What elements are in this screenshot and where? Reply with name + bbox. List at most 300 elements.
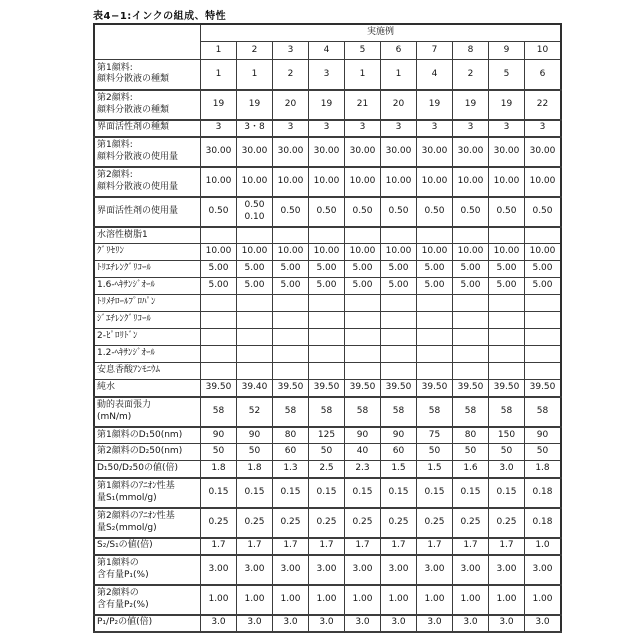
table-row (94, 508, 561, 538)
table-cell: 1.7 (381, 538, 417, 555)
table-cell: 1 (237, 60, 273, 90)
table-row (94, 538, 561, 555)
table-cell (273, 295, 309, 312)
column-group-header: 実施例 (201, 24, 562, 42)
table-cell: 30.00 (381, 137, 417, 167)
table-cell: 20 (273, 90, 309, 120)
row-label: P₁/P₂の値(倍) (94, 615, 201, 632)
table-cell: 60 (381, 444, 417, 461)
row-label: 第1顔料: 顔料分散液の使用量 (94, 137, 201, 167)
table-cell: 30.00 (345, 137, 381, 167)
table-cell (237, 346, 273, 363)
row-label: 水溶性樹脂1 (94, 227, 201, 244)
table-row (94, 427, 561, 444)
row-label: 第1顔料のｱﾆｵﾝ性基 量S₁(mmol/g) (94, 478, 201, 508)
table-cell: 3.0 (489, 461, 525, 478)
table-cell: 0.50 (273, 197, 309, 227)
table-row (94, 244, 561, 261)
table-cell: 1.00 (489, 585, 525, 615)
table-cell: 5.00 (273, 261, 309, 278)
column-header: 1 (201, 42, 237, 60)
ink-composition-table-container (93, 23, 562, 633)
table-cell: 1.00 (309, 585, 345, 615)
table-cell: 0.50 (525, 197, 562, 227)
table-cell: 1.00 (453, 585, 489, 615)
table-row (94, 278, 561, 295)
table-cell (273, 227, 309, 244)
table-cell: 80 (453, 427, 489, 444)
table-cell: 3.00 (201, 555, 237, 585)
table-cell (201, 295, 237, 312)
table-cell: 5.00 (201, 261, 237, 278)
table-row (94, 380, 561, 397)
table-cell: 1.7 (453, 538, 489, 555)
table-cell (489, 363, 525, 380)
table-row (94, 585, 561, 615)
table-cell: 30.00 (453, 137, 489, 167)
table-cell: 10.00 (309, 244, 345, 261)
row-label: ﾄﾘｴﾁﾚﾝｸﾞﾘｺｰﾙ (94, 261, 201, 278)
table-cell: 58 (345, 397, 381, 427)
row-label: ﾄﾘﾒﾁﾛｰﾙﾌﾟﾛﾊﾟﾝ (94, 295, 201, 312)
table-cell: 3.00 (237, 555, 273, 585)
row-label: S₂/S₁の値(倍) (94, 538, 201, 555)
table-cell: 0.15 (489, 478, 525, 508)
table-cell: 58 (273, 397, 309, 427)
table-cell: 3.0 (525, 615, 562, 632)
table-cell (237, 227, 273, 244)
table-cell (381, 363, 417, 380)
row-label: 安息香酸ｱﾝﾓﾆｳﾑ (94, 363, 201, 380)
table-cell: 1 (345, 60, 381, 90)
table-cell: 10.00 (309, 167, 345, 197)
table-cell (201, 227, 237, 244)
table-cell: 50 (237, 444, 273, 461)
table-cell: 3.0 (201, 615, 237, 632)
table-cell: 10.00 (273, 244, 309, 261)
table-cell (345, 346, 381, 363)
column-header: 3 (273, 42, 309, 60)
table-cell: 5.00 (417, 278, 453, 295)
table-cell (489, 329, 525, 346)
table-cell: 50 (201, 444, 237, 461)
table-cell (489, 312, 525, 329)
table-cell: 10.00 (525, 244, 562, 261)
table-row (94, 90, 561, 120)
table-row (94, 60, 561, 90)
table-cell: 0.50 (345, 197, 381, 227)
table-cell: 5.00 (381, 278, 417, 295)
table-cell: 3.00 (525, 555, 562, 585)
table-cell: 4 (417, 60, 453, 90)
table-cell: 50 (525, 444, 562, 461)
table-cell: 10.00 (345, 167, 381, 197)
table-cell: 58 (201, 397, 237, 427)
table-cell: 0.25 (309, 508, 345, 538)
header-group-row (94, 24, 561, 42)
table-cell: 5.00 (201, 278, 237, 295)
table-cell (237, 363, 273, 380)
row-label: ｼﾞｴﾁﾚﾝｸﾞﾘｺｰﾙ (94, 312, 201, 329)
table-cell: 0.25 (417, 508, 453, 538)
table-cell (453, 312, 489, 329)
table-cell: 1.0 (525, 538, 562, 555)
table-cell (273, 346, 309, 363)
table-cell: 1.00 (525, 585, 562, 615)
table-cell: 39.40 (237, 380, 273, 397)
table-row (94, 615, 561, 632)
table-cell: 39.50 (417, 380, 453, 397)
table-cell (525, 329, 562, 346)
table-cell: 30.00 (273, 137, 309, 167)
table-cell: 19 (453, 90, 489, 120)
table-cell (525, 312, 562, 329)
row-label: 第2顔料: 顔料分散液の種類 (94, 90, 201, 120)
table-cell: 0.50 (201, 197, 237, 227)
table-cell (237, 295, 273, 312)
table-row (94, 329, 561, 346)
corner-cell (94, 24, 201, 60)
table-cell: 1.00 (201, 585, 237, 615)
table-cell: 90 (381, 427, 417, 444)
table-cell (525, 346, 562, 363)
table-cell: 3.00 (417, 555, 453, 585)
row-label: D₁50/D₂50の値(倍) (94, 461, 201, 478)
table-cell: 2 (273, 60, 309, 90)
table-cell: 3 (417, 120, 453, 137)
table-cell: 0.15 (381, 478, 417, 508)
table-cell: 5.00 (489, 261, 525, 278)
table-cell: 0.50 (453, 197, 489, 227)
table-cell: 1.7 (273, 538, 309, 555)
table-cell: 0.50 0.10 (237, 197, 273, 227)
table-row (94, 261, 561, 278)
table-cell: 1.6 (453, 461, 489, 478)
table-cell: 10.00 (237, 244, 273, 261)
table-cell (345, 363, 381, 380)
table-cell: 10.00 (417, 244, 453, 261)
table-cell (381, 227, 417, 244)
table-cell: 39.50 (201, 380, 237, 397)
row-label: 界面活性剤の種類 (94, 120, 201, 137)
table-cell: 19 (489, 90, 525, 120)
table-cell: 3.00 (489, 555, 525, 585)
row-label: 第2顔料のD₂50(nm) (94, 444, 201, 461)
column-header: 7 (417, 42, 453, 60)
table-cell: 5.00 (345, 261, 381, 278)
table-cell: 0.50 (489, 197, 525, 227)
table-cell: 1.8 (237, 461, 273, 478)
table-cell: 90 (201, 427, 237, 444)
table-row (94, 444, 561, 461)
table-cell: 19 (309, 90, 345, 120)
table-cell: 90 (237, 427, 273, 444)
table-cell: 0.50 (381, 197, 417, 227)
table-cell: 3.0 (453, 615, 489, 632)
table-cell: 10.00 (345, 244, 381, 261)
table-cell: 39.50 (345, 380, 381, 397)
table-cell: 5.00 (273, 278, 309, 295)
table-cell: 0.15 (201, 478, 237, 508)
table-cell: 0.15 (309, 478, 345, 508)
table-cell: 0.50 (417, 197, 453, 227)
table-cell: 1.00 (345, 585, 381, 615)
table-cell (525, 227, 562, 244)
table-cell: 0.15 (273, 478, 309, 508)
table-cell (417, 227, 453, 244)
table-cell: 58 (417, 397, 453, 427)
table-cell: 1.7 (309, 538, 345, 555)
table-cell (381, 295, 417, 312)
table-cell: 3 (345, 120, 381, 137)
table-cell (417, 312, 453, 329)
table-cell: 2 (453, 60, 489, 90)
table-cell (417, 363, 453, 380)
table-cell: 10.00 (453, 167, 489, 197)
table-cell: 10.00 (273, 167, 309, 197)
column-header: 2 (237, 42, 273, 60)
table-cell (417, 346, 453, 363)
table-cell (309, 295, 345, 312)
table-cell: 2.3 (345, 461, 381, 478)
column-header: 5 (345, 42, 381, 60)
table-cell: 39.50 (309, 380, 345, 397)
table-row (94, 461, 561, 478)
table-cell: 39.50 (453, 380, 489, 397)
table-cell: 1.00 (417, 585, 453, 615)
table-cell: 3.0 (489, 615, 525, 632)
table-cell (381, 329, 417, 346)
table-cell (237, 329, 273, 346)
row-label: 第2顔料: 顔料分散液の使用量 (94, 167, 201, 197)
table-cell: 30.00 (417, 137, 453, 167)
table-cell: 20 (381, 90, 417, 120)
table-cell (453, 227, 489, 244)
table-cell: 0.50 (309, 197, 345, 227)
table-cell: 39.50 (381, 380, 417, 397)
table-cell: 58 (381, 397, 417, 427)
table-cell: 1.3 (273, 461, 309, 478)
table-cell: 1.7 (201, 538, 237, 555)
table-cell: 3 (201, 120, 237, 137)
row-label: 2-ﾋﾟﾛﾘﾄﾞﾝ (94, 329, 201, 346)
table-cell: 3・8 (237, 120, 273, 137)
table-cell: 1 (381, 60, 417, 90)
table-cell (201, 346, 237, 363)
table-cell: 19 (201, 90, 237, 120)
table-cell: 1.00 (273, 585, 309, 615)
table-cell: 1.5 (381, 461, 417, 478)
column-header: 8 (453, 42, 489, 60)
table-cell: 21 (345, 90, 381, 120)
row-label: 動的表面張力 (mN/m) (94, 397, 201, 427)
table-cell: 58 (489, 397, 525, 427)
row-label: 第2顔料の 含有量P₂(%) (94, 585, 201, 615)
table-cell: 58 (453, 397, 489, 427)
table-cell (453, 363, 489, 380)
table-cell: 5.00 (417, 261, 453, 278)
table-row (94, 363, 561, 380)
table-cell: 40 (345, 444, 381, 461)
table-cell: 90 (525, 427, 562, 444)
table-cell: 3.00 (453, 555, 489, 585)
table-cell: 1.5 (417, 461, 453, 478)
table-cell (201, 329, 237, 346)
table-cell: 60 (273, 444, 309, 461)
table-row (94, 295, 561, 312)
table-cell: 0.25 (345, 508, 381, 538)
table-cell: 52 (237, 397, 273, 427)
table-cell: 5.00 (525, 261, 562, 278)
table-cell: 3.0 (417, 615, 453, 632)
column-header: 10 (525, 42, 562, 60)
table-cell: 90 (345, 427, 381, 444)
table-cell: 58 (309, 397, 345, 427)
table-cell (345, 329, 381, 346)
table-row (94, 397, 561, 427)
table-row (94, 227, 561, 244)
table-cell (453, 346, 489, 363)
table-cell (345, 227, 381, 244)
table-cell: 2.5 (309, 461, 345, 478)
table-cell: 50 (489, 444, 525, 461)
table-cell: 19 (417, 90, 453, 120)
table-cell (309, 329, 345, 346)
row-label: 界面活性剤の使用量 (94, 197, 201, 227)
table-cell: 39.50 (489, 380, 525, 397)
table-cell: 19 (237, 90, 273, 120)
column-header: 6 (381, 42, 417, 60)
table-cell: 0.15 (417, 478, 453, 508)
table-cell (273, 312, 309, 329)
table-cell: 10.00 (201, 167, 237, 197)
table-cell (201, 363, 237, 380)
table-cell: 80 (273, 427, 309, 444)
table-cell: 3.0 (345, 615, 381, 632)
table-cell: 0.18 (525, 508, 562, 538)
table-cell (381, 312, 417, 329)
table-cell: 50 (417, 444, 453, 461)
table-cell (273, 363, 309, 380)
row-label: 第1顔料: 顔料分散液の種類 (94, 60, 201, 90)
table-body (94, 60, 561, 632)
table-cell: 3 (273, 120, 309, 137)
table-cell: 30.00 (237, 137, 273, 167)
table-cell: 3.0 (273, 615, 309, 632)
column-header: 4 (309, 42, 345, 60)
table-cell: 6 (525, 60, 562, 90)
table-cell: 1.00 (237, 585, 273, 615)
table-cell: 3 (489, 120, 525, 137)
table-cell: 150 (489, 427, 525, 444)
table-cell (201, 312, 237, 329)
table-cell: 10.00 (453, 244, 489, 261)
table-cell: 10.00 (201, 244, 237, 261)
table-cell: 5 (489, 60, 525, 90)
table-cell: 5.00 (453, 261, 489, 278)
table-cell (489, 346, 525, 363)
table-cell: 0.18 (525, 478, 562, 508)
table-cell: 3.00 (309, 555, 345, 585)
table-cell: 0.25 (453, 508, 489, 538)
table-cell: 1 (201, 60, 237, 90)
table-cell: 125 (309, 427, 345, 444)
table-cell: 5.00 (525, 278, 562, 295)
table-cell: 3.00 (381, 555, 417, 585)
table-cell: 5.00 (489, 278, 525, 295)
table-cell: 3.00 (345, 555, 381, 585)
table-cell: 10.00 (489, 167, 525, 197)
table-cell: 10.00 (381, 244, 417, 261)
column-header: 9 (489, 42, 525, 60)
table-cell (345, 295, 381, 312)
table-cell (453, 295, 489, 312)
table-cell: 50 (309, 444, 345, 461)
page-title: 表4−1:インクの組成、特性 (93, 11, 227, 22)
table-cell: 3.00 (273, 555, 309, 585)
table-cell: 10.00 (237, 167, 273, 197)
table-cell: 3 (309, 120, 345, 137)
table-cell: 3.0 (381, 615, 417, 632)
table-cell (309, 312, 345, 329)
table-cell: 0.25 (237, 508, 273, 538)
table-cell: 1.7 (417, 538, 453, 555)
table-cell: 39.50 (273, 380, 309, 397)
table-cell: 5.00 (237, 278, 273, 295)
row-label: 1.6-ﾍｷｻﾝｼﾞｵｰﾙ (94, 278, 201, 295)
table-cell: 5.00 (309, 261, 345, 278)
table-cell (345, 312, 381, 329)
table-cell: 3 (525, 120, 562, 137)
table-cell: 10.00 (489, 244, 525, 261)
table-cell: 30.00 (489, 137, 525, 167)
table-cell: 30.00 (525, 137, 562, 167)
table-cell: 0.15 (237, 478, 273, 508)
table-cell: 3 (381, 120, 417, 137)
table-cell (525, 363, 562, 380)
table-cell: 30.00 (309, 137, 345, 167)
row-label: 第2顔料のｱﾆｵﾝ性基 量S₂(mmol/g) (94, 508, 201, 538)
table-cell: 10.00 (417, 167, 453, 197)
table-row (94, 478, 561, 508)
table-cell: 5.00 (309, 278, 345, 295)
table-cell: 22 (525, 90, 562, 120)
table-cell: 0.25 (273, 508, 309, 538)
table-cell: 1.8 (525, 461, 562, 478)
table-cell: 5.00 (237, 261, 273, 278)
table-cell: 1.00 (381, 585, 417, 615)
table-cell: 30.00 (201, 137, 237, 167)
table-cell: 58 (525, 397, 562, 427)
table-cell: 0.15 (345, 478, 381, 508)
table-cell: 3 (309, 60, 345, 90)
row-label: 第1顔料の 含有量P₁(%) (94, 555, 201, 585)
table-cell: 1.7 (237, 538, 273, 555)
table-row (94, 197, 561, 227)
row-label: 第1顔料のD₁50(nm) (94, 427, 201, 444)
table-cell: 5.00 (381, 261, 417, 278)
table-row (94, 346, 561, 363)
table-cell: 1.8 (201, 461, 237, 478)
table-cell: 3.0 (237, 615, 273, 632)
table-cell (309, 363, 345, 380)
table-cell: 1.7 (489, 538, 525, 555)
table-cell: 3.0 (309, 615, 345, 632)
table-cell (273, 329, 309, 346)
table-cell (417, 329, 453, 346)
table-cell: 50 (453, 444, 489, 461)
table-cell (417, 295, 453, 312)
